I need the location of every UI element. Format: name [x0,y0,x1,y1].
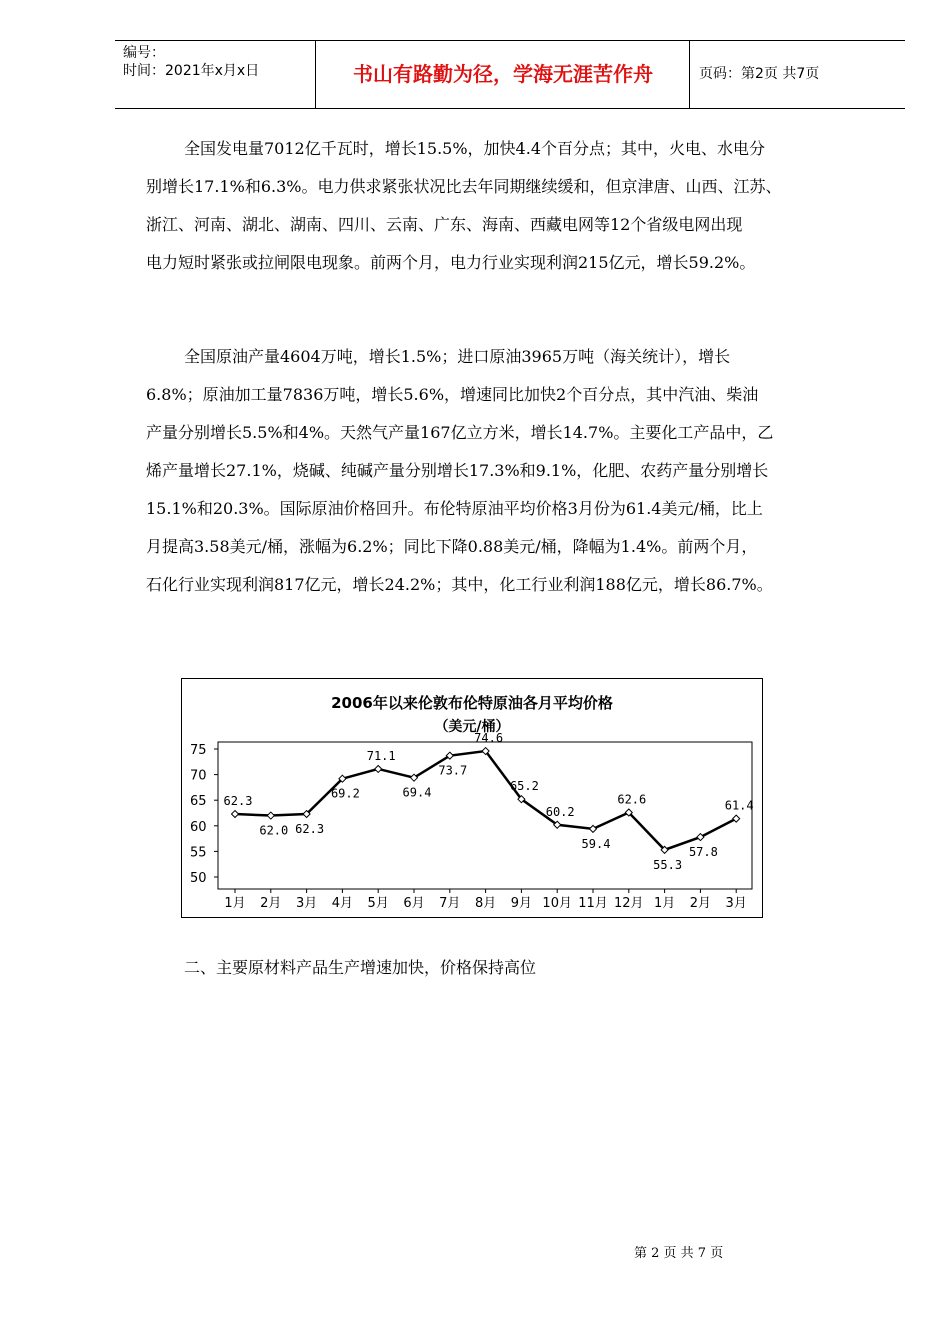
y-tick-label: 50 [190,871,207,886]
page-footer: 第 2 页 共 7 页 [634,1246,724,1261]
data-point [232,811,239,818]
x-tick-label: 8月 [474,896,497,911]
paragraph-line: 产量分别增长5.5%和4%。天然气产量167亿立方米，增长14.7%。主要化工产品中，乙 [146,423,774,442]
y-tick-label: 70 [190,768,207,784]
x-tick-label: 1月 [224,896,246,911]
data-label: 74.6 [474,731,504,746]
x-tick-label: 2月 [689,896,712,911]
paragraph-line: 全国原油产量4604万吨，增长1.5%；进口原油3965万吨（海关统计），增长 [184,347,731,366]
data-label: 65.2 [509,779,539,794]
x-tick-label: 11月 [578,896,608,911]
data-label: 71.1 [366,748,396,763]
paragraph-petrochemical [146,338,906,604]
data-label: 62.3 [223,794,253,809]
header-divider [689,41,690,108]
paragraph-line: 15.1%和20.3%。国际原油价格回升。布伦特原油平均价格3月份为61.4美元/桶，比上 [146,499,763,518]
paragraph-line: 别增长17.1%和6.3%。电力供求紧张状况比去年同期继续缓和，但京津唐、山西、江苏、 [146,177,782,196]
x-tick-label: 6月 [403,896,425,911]
x-tick-label: 3月 [295,896,318,911]
paragraph-line: 烯产量增长27.1%，烧碱、纯碱产量分别增长17.3%和9.1%，化肥、农药产量分别增长 [146,461,769,480]
chart-title: 2006年以来伦敦布伦特原油各月平均价格 [331,694,613,712]
paragraph-line: 6.8%；原油加工量7836万吨，增长5.6%，增速同比加快2个百分点，其中汽油、柴油 [146,385,759,404]
section-title: 二、主要原材料产品生产增速加快，价格保持高位 [184,958,537,977]
data-label: 55.3 [653,857,683,872]
data-label: 62.0 [259,823,289,838]
header-motto: 书山有路勤为径，学海无涯苦作舟 [353,62,653,86]
paragraph-electricity [146,130,906,282]
paragraph-line: 全国发电量7012亿千瓦时，增长15.5%，加快4.4个百分点；其中，火电、水电分 [184,139,765,158]
data-label: 59.4 [581,836,611,851]
paragraph-line: 浙江、河南、湖北、湖南、四川、云南、广东、海南、西藏电网等12个省级电网出现 [146,215,743,234]
x-tick-label: 9月 [510,896,533,911]
y-tick-label: 75 [190,743,207,758]
data-point [375,765,382,772]
x-tick-label: 4月 [331,896,354,911]
oil-price-chart [181,678,763,918]
time-label: 时间：2021年x月x日 [123,63,260,79]
paragraph-line: 月提高3.58美元/桶，涨幅为6.2%；同比下降0.88美元/桶，降幅为1.4%。前两个月， [146,537,758,556]
data-label: 62.3 [295,822,325,837]
chart-subtitle: （美元/桶） [434,719,510,735]
page-counter: 页码：第2页 共7页 [699,66,820,82]
number-label: 编号： [123,45,165,61]
data-point [267,812,274,819]
data-label: 57.8 [688,845,718,860]
data-label: 69.2 [330,786,360,801]
x-tick-label: 3月 [725,896,747,911]
page-header [115,40,905,109]
paragraph-line: 石化行业实现利润817亿元，增长24.2%；其中，化工行业利润188亿元，增长86.7%。 [146,575,773,594]
x-tick-label: 5月 [367,896,389,911]
x-tick-label: 10月 [542,896,572,911]
chart-svg [182,679,762,917]
data-label: 69.4 [402,785,432,800]
data-label: 60.2 [545,804,575,819]
x-tick-label: 1月 [653,896,676,911]
paragraph-line: 电力短时紧张或拉闸限电现象。前两个月，电力行业实现利润215亿元，增长59.2%。 [146,253,756,272]
x-tick-label: 12月 [614,896,644,911]
y-tick-label: 65 [190,794,207,810]
y-tick-label: 55 [190,845,207,861]
data-label: 73.7 [438,763,468,778]
data-label: 61.4 [724,798,754,813]
x-tick-label: 2月 [260,896,282,911]
x-tick-label: 7月 [439,896,461,911]
header-divider [315,41,316,108]
header-meta [115,41,315,108]
y-tick-label: 60 [190,819,207,835]
data-label: 62.6 [617,792,647,807]
